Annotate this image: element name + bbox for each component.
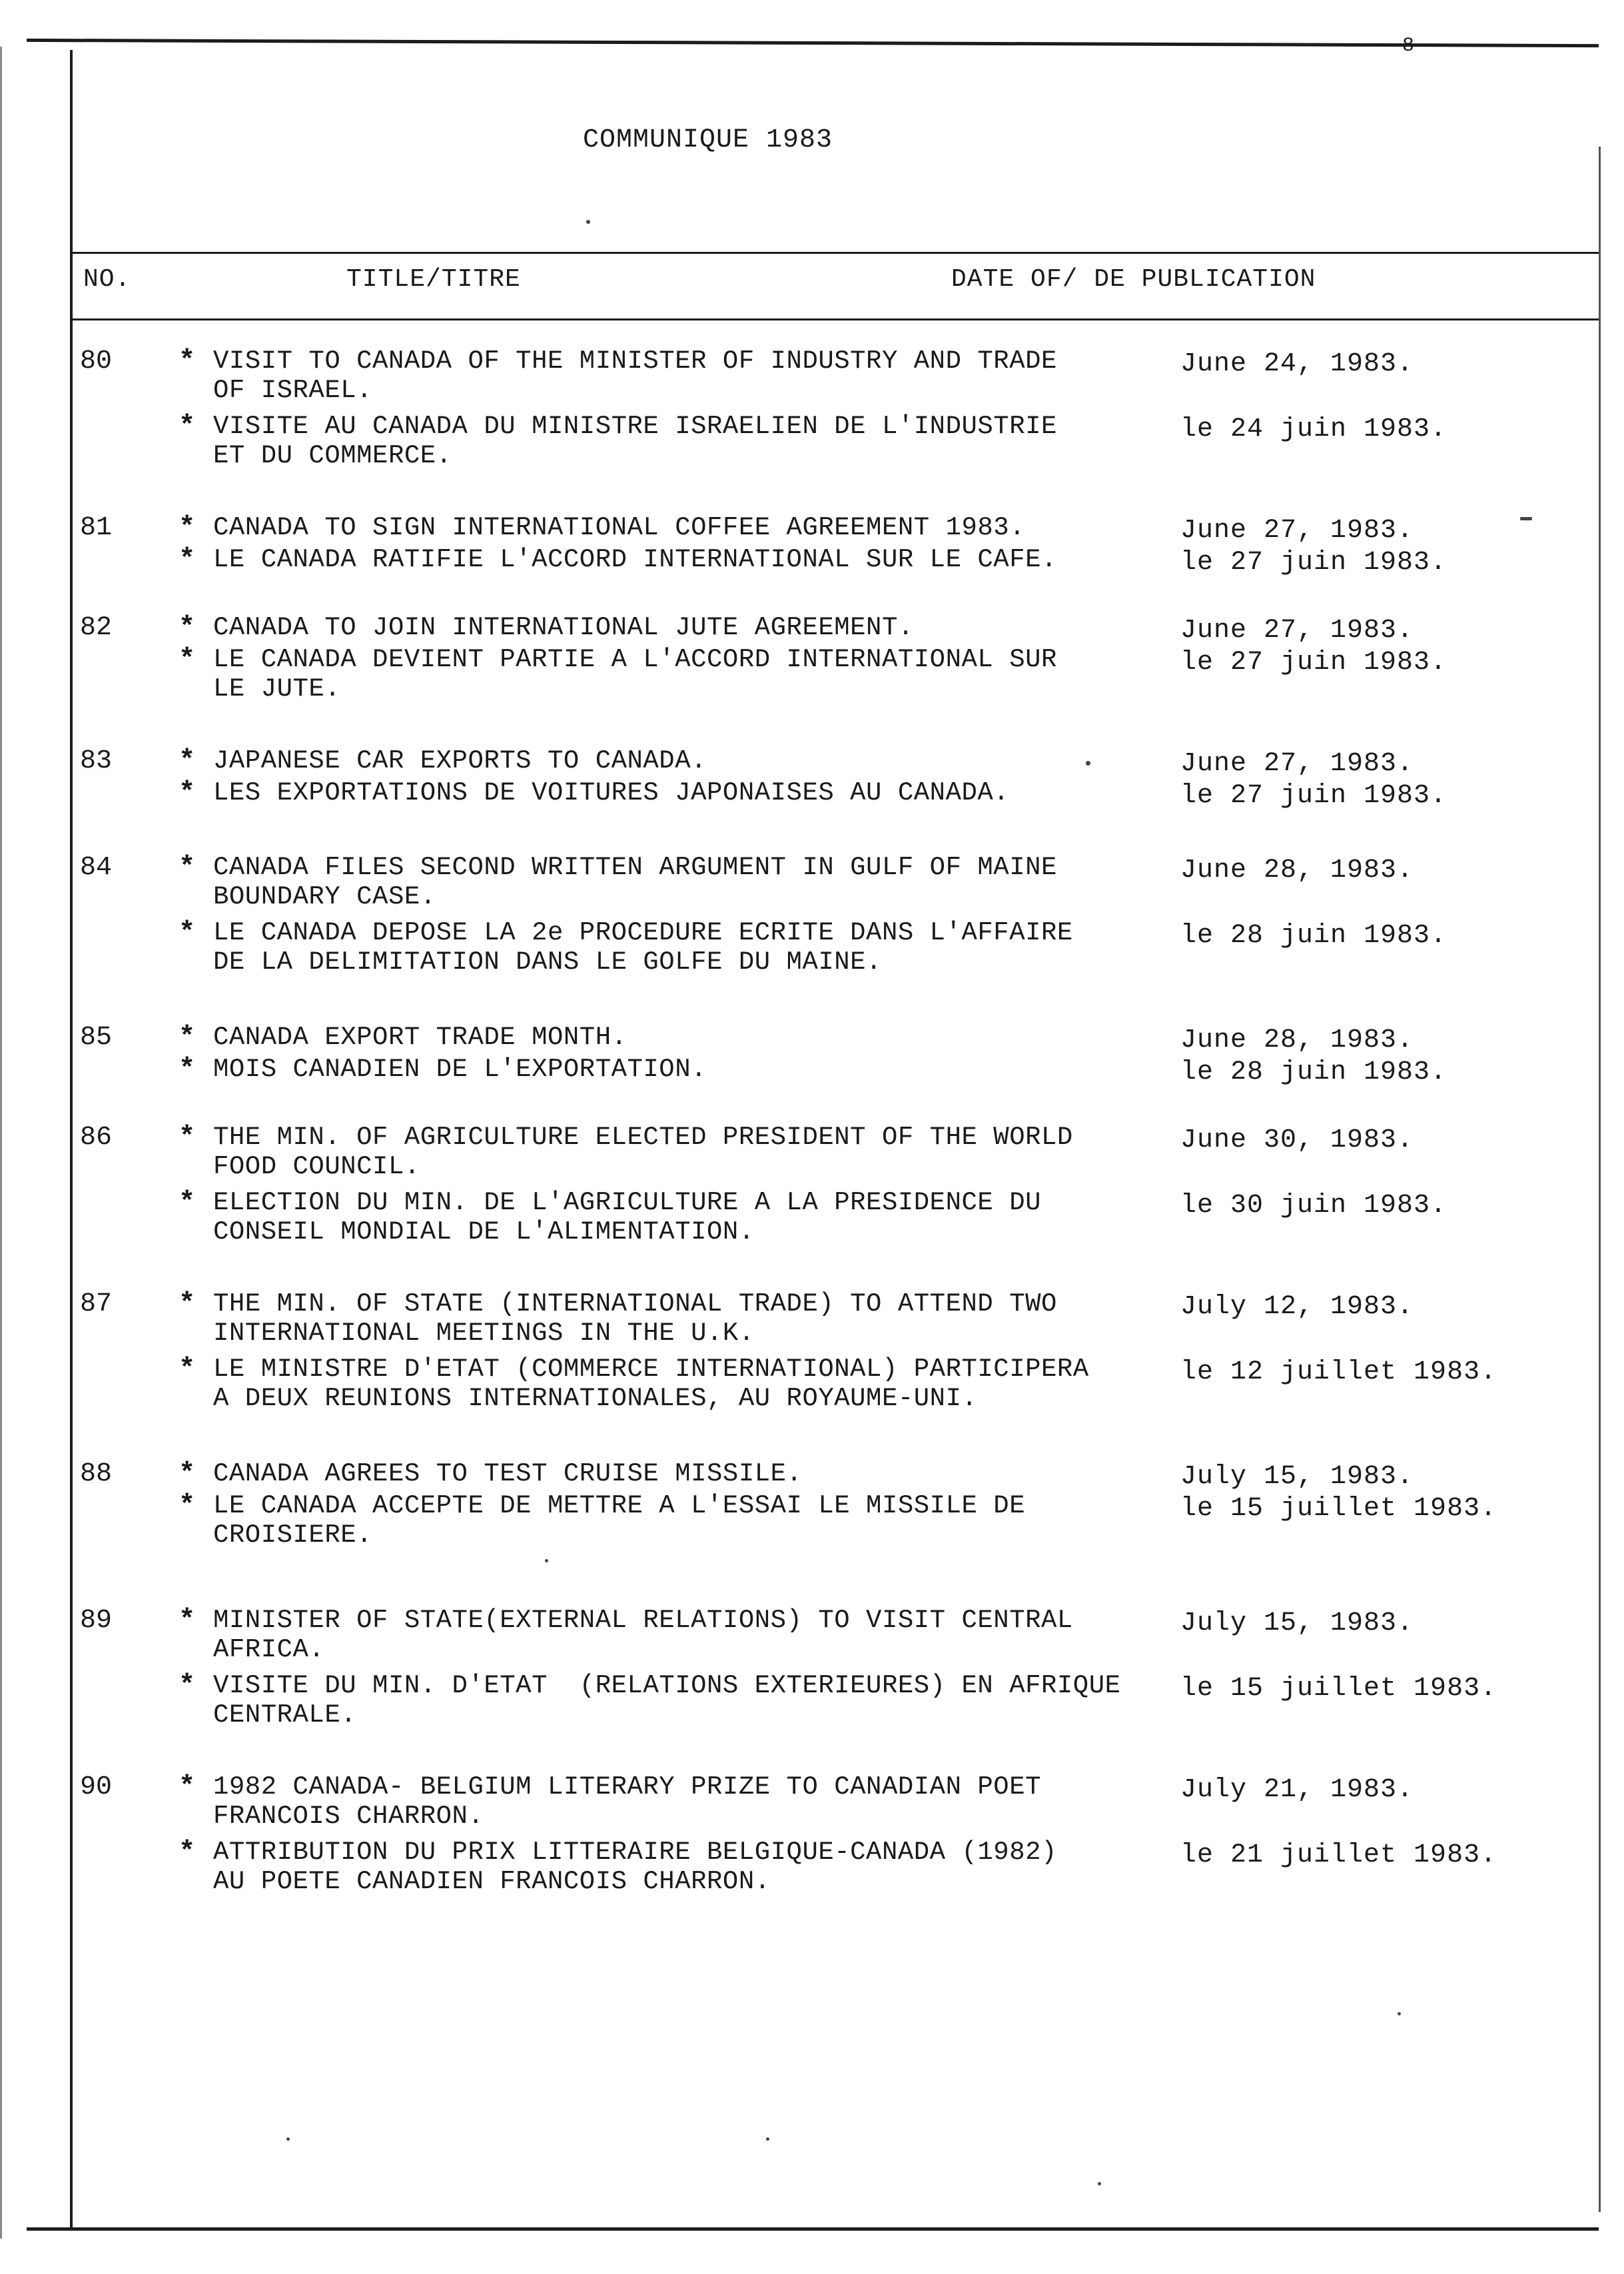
- entry-title-line: VISITE DU MIN. D'ETAT (RELATIONS EXTERIEURES) EN AFRIQUE: [213, 1671, 1121, 1700]
- publication-date: le 24 juin 1983.: [1180, 414, 1447, 444]
- publication-date: June 30, 1983.: [1180, 1125, 1414, 1155]
- top-border: [27, 39, 1599, 47]
- bullet-asterisk: *: [179, 1670, 196, 1702]
- page-mark: 8: [1402, 35, 1415, 57]
- bullet-asterisk: *: [179, 345, 196, 377]
- bullet-asterisk: *: [179, 1053, 196, 1085]
- entry-number: 87: [80, 1289, 113, 1319]
- entry-number: 80: [80, 346, 113, 376]
- entry-number: 86: [80, 1123, 113, 1153]
- entry-title-line: VISIT TO CANADA OF THE MINISTER OF INDUSTRY AND TRADE: [213, 346, 1057, 376]
- entry-title-line: LE CANADA ACCEPTE DE METTRE A L'ESSAI LE MISSILE DE: [213, 1491, 1026, 1520]
- entry-number: 83: [80, 746, 113, 776]
- scan-speck: [545, 1559, 548, 1562]
- bullet-asterisk: *: [179, 512, 196, 544]
- bullet-asterisk: *: [179, 544, 196, 576]
- entry-title-line: LE JUTE.: [213, 674, 341, 704]
- bullet-asterisk: *: [179, 1771, 196, 1803]
- entry-title-line: FOOD COUNCIL.: [213, 1152, 420, 1181]
- entry-title-line: LE CANADA RATIFIE L'ACCORD INTERNATIONAL SUR LE CAFE.: [213, 545, 1057, 574]
- publication-date: le 27 juin 1983.: [1180, 781, 1447, 811]
- bottom-border: [27, 2227, 1599, 2231]
- publication-date: le 12 juillet 1983.: [1180, 1357, 1497, 1387]
- entry-title-line: OF ISRAEL.: [213, 376, 373, 405]
- entry-title-line: BOUNDARY CASE.: [213, 882, 436, 911]
- entry-title-line: CANADA TO JOIN INTERNATIONAL JUTE AGREEMENT.: [213, 613, 914, 642]
- bullet-asterisk: *: [179, 1458, 196, 1490]
- header-rule-bottom: [70, 318, 1599, 320]
- entry-title-line: JAPANESE CAR EXPORTS TO CANADA.: [213, 746, 707, 776]
- scan-speck: [766, 2137, 769, 2141]
- publication-date: le 21 juillet 1983.: [1180, 1840, 1497, 1870]
- bullet-asterisk: *: [179, 1121, 196, 1153]
- bullet-asterisk: *: [179, 1836, 196, 1868]
- entry-title-line: ELECTION DU MIN. DE L'AGRICULTURE A LA PRESIDENCE DU: [213, 1188, 1041, 1217]
- entry-title-line: AFRICA.: [213, 1635, 325, 1664]
- scan-speck: [1520, 517, 1532, 520]
- entry-title-line: LE MINISTRE D'ETAT (COMMERCE INTERNATIONAL) PARTICIPERA: [213, 1355, 1089, 1384]
- bullet-asterisk: *: [179, 644, 196, 676]
- scan-speck: [586, 220, 590, 224]
- entry-number: 81: [80, 513, 113, 543]
- entry-number: 89: [80, 1606, 113, 1636]
- bullet-asterisk: *: [179, 410, 196, 442]
- entry-title-line: VISITE AU CANADA DU MINISTRE ISRAELIEN DE L'INDUSTRIE: [213, 412, 1057, 441]
- entry-title-line: LES EXPORTATIONS DE VOITURES JAPONAISES AU CANADA.: [213, 778, 1010, 808]
- publication-date: le 28 juin 1983.: [1180, 921, 1447, 951]
- column-header-no: NO.: [83, 265, 131, 294]
- bullet-asterisk: *: [179, 1353, 196, 1385]
- right-border: [1599, 147, 1601, 2212]
- entry-title-line: CANADA TO SIGN INTERNATIONAL COFFEE AGREEMENT 1983.: [213, 513, 1026, 542]
- publication-date: June 24, 1983.: [1180, 349, 1414, 379]
- entry-title-line: MOIS CANADIEN DE L'EXPORTATION.: [213, 1055, 707, 1084]
- entry-title-line: THE MIN. OF STATE (INTERNATIONAL TRADE) TO ATTEND TWO: [213, 1289, 1057, 1319]
- column-header-date: DATE OF/ DE PUBLICATION: [951, 265, 1316, 294]
- entry-number: 84: [80, 853, 113, 883]
- bullet-asterisk: *: [179, 1021, 196, 1053]
- page-title: COMMUNIQUE 1983: [582, 125, 833, 155]
- bullet-asterisk: *: [179, 1187, 196, 1219]
- header-no-divider: [70, 253, 72, 320]
- entry-title-line: ET DU COMMERCE.: [213, 441, 452, 470]
- scan-speck: [1098, 2182, 1101, 2185]
- entry-title-line: MINISTER OF STATE(EXTERNAL RELATIONS) TO VISIT CENTRAL: [213, 1606, 1073, 1635]
- bullet-asterisk: *: [179, 1288, 196, 1320]
- publication-date: June 27, 1983.: [1180, 616, 1414, 646]
- entry-title-line: AU POETE CANADIEN FRANCOIS CHARRON.: [213, 1867, 771, 1896]
- bullet-asterisk: *: [179, 745, 196, 777]
- entry-title-line: FRANCOIS CHARRON.: [213, 1802, 484, 1831]
- publication-date: July 21, 1983.: [1180, 1775, 1414, 1805]
- entry-title-line: THE MIN. OF AGRICULTURE ELECTED PRESIDENT OF THE WORLD: [213, 1123, 1073, 1152]
- publication-date: July 15, 1983.: [1180, 1608, 1414, 1638]
- entry-number: 82: [80, 613, 113, 643]
- bullet-asterisk: *: [179, 917, 196, 949]
- scan-speck: [1086, 761, 1090, 766]
- bullet-asterisk: *: [179, 1490, 196, 1522]
- publication-date: le 28 juin 1983.: [1180, 1057, 1447, 1087]
- left-outer-edge: [0, 47, 2, 2239]
- publication-date: July 12, 1983.: [1180, 1292, 1414, 1322]
- column-header-title: TITLE/TITRE: [346, 265, 521, 294]
- entry-title-line: CONSEIL MONDIAL DE L'ALIMENTATION.: [213, 1217, 755, 1247]
- entry-title-line: LE CANADA DEPOSE LA 2e PROCEDURE ECRITE DANS L'AFFAIRE: [213, 918, 1073, 947]
- publication-date: le 15 juillet 1983.: [1180, 1674, 1497, 1704]
- publication-date: June 27, 1983.: [1180, 516, 1414, 546]
- publication-date: June 28, 1983.: [1180, 1025, 1414, 1055]
- publication-date: June 28, 1983.: [1180, 855, 1414, 885]
- publication-date: le 27 juin 1983.: [1180, 548, 1447, 578]
- publication-date: le 30 juin 1983.: [1180, 1191, 1447, 1221]
- entry-title-line: 1982 CANADA- BELGIUM LITERARY PRIZE TO CANADIAN POET: [213, 1772, 1041, 1802]
- entry-title-line: ATTRIBUTION DU PRIX LITTERAIRE BELGIQUE-CANADA (1982): [213, 1838, 1057, 1867]
- publication-date: le 15 juillet 1983.: [1180, 1494, 1497, 1524]
- bullet-asterisk: *: [179, 852, 196, 883]
- entry-title-line: CANADA EXPORT TRADE MONTH.: [213, 1023, 627, 1052]
- bullet-asterisk: *: [179, 612, 196, 644]
- left-border: [70, 50, 73, 2229]
- entry-number: 88: [80, 1459, 113, 1489]
- scan-speck: [286, 2137, 290, 2141]
- entry-title-line: CENTRALE.: [213, 1700, 357, 1730]
- bullet-asterisk: *: [179, 1604, 196, 1636]
- header-rule-top: [70, 252, 1599, 254]
- entry-number: 90: [80, 1772, 113, 1802]
- bullet-asterisk: *: [179, 777, 196, 809]
- scan-speck: [1398, 2012, 1401, 2015]
- entry-title-line: CROISIERE.: [213, 1520, 373, 1550]
- entry-title-line: DE LA DELIMITATION DANS LE GOLFE DU MAINE.: [213, 947, 882, 977]
- entry-title-line: LE CANADA DEVIENT PARTIE A L'ACCORD INTERNATIONAL SUR: [213, 645, 1057, 674]
- entry-title-line: A DEUX REUNIONS INTERNATIONALES, AU ROYAUME-UNI.: [213, 1384, 978, 1413]
- entry-title-line: CANADA FILES SECOND WRITTEN ARGUMENT IN GULF OF MAINE: [213, 853, 1057, 882]
- entry-title-line: INTERNATIONAL MEETINGS IN THE U.K.: [213, 1319, 755, 1348]
- entry-number: 85: [80, 1023, 113, 1053]
- publication-date: le 27 juin 1983.: [1180, 648, 1447, 678]
- entry-title-line: CANADA AGREES TO TEST CRUISE MISSILE.: [213, 1459, 803, 1488]
- publication-date: June 27, 1983.: [1180, 749, 1414, 779]
- publication-date: July 15, 1983.: [1180, 1462, 1414, 1492]
